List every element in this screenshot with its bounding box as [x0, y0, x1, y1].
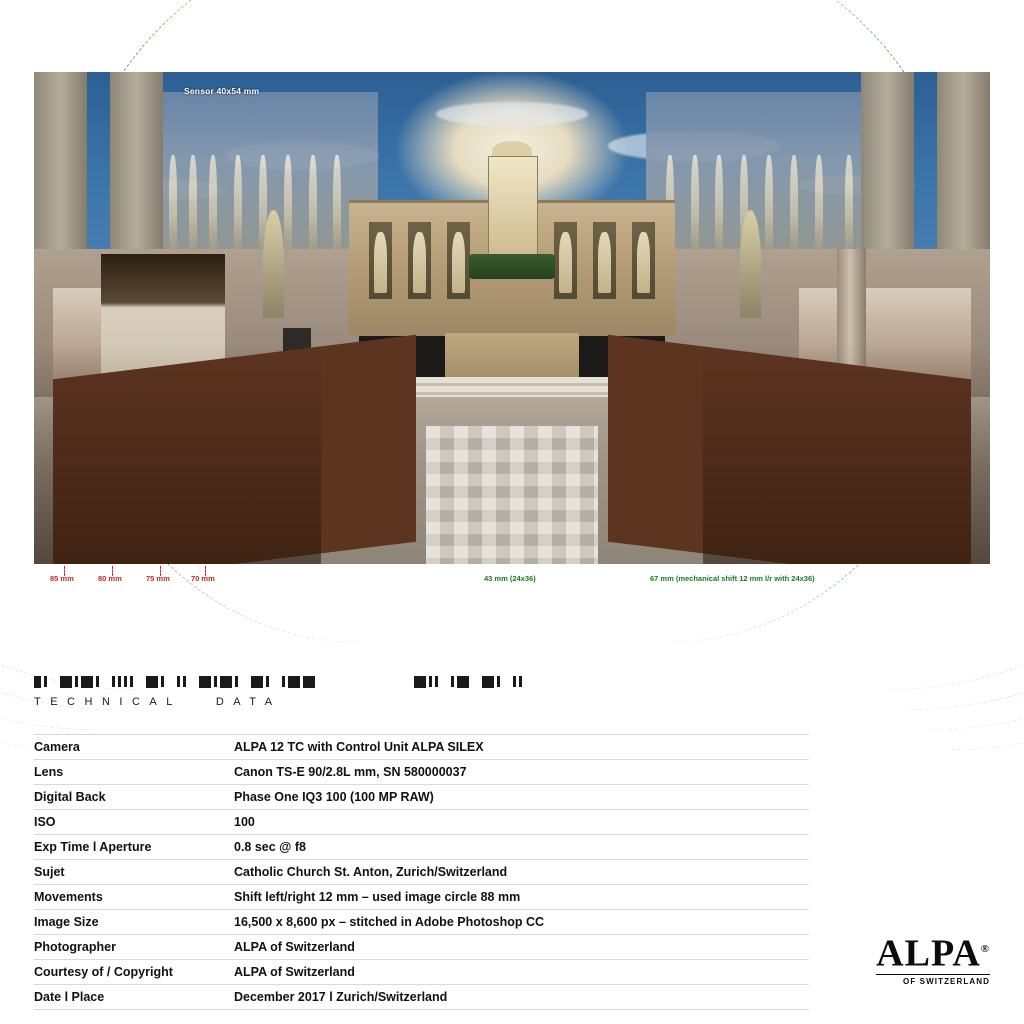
focal-label-85mm: 85 mm [50, 574, 74, 583]
heading-blocks-technical [34, 676, 315, 688]
spec-key: Photographer [34, 940, 116, 954]
spec-key: Lens [34, 765, 64, 779]
logo-subtitle: OF SWITZERLAND [876, 974, 990, 986]
logo-word-text: ALPA [876, 933, 981, 975]
table-row [34, 935, 809, 960]
logo-wordmark [876, 930, 990, 973]
spec-key: Movements [34, 890, 103, 904]
spec-value: ALPA of Switzerland [234, 965, 355, 979]
technical-data-table [34, 734, 809, 1010]
table-row [34, 960, 809, 985]
spec-value: 16,500 x 8,600 px – stitched in Adobe Photoshop CC [234, 915, 545, 929]
fresco-figure [845, 155, 853, 252]
spec-key: Date l Place [34, 990, 105, 1004]
spec-key: Sujet [34, 865, 65, 879]
focal-label-43mm-center: 43 mm (24x36) [484, 574, 536, 583]
spec-value: Canon TS-E 90/2.8L mm, SN 580000037 [234, 765, 467, 779]
sample-photograph [34, 72, 990, 564]
technical-data-heading [34, 676, 554, 716]
table-row [34, 835, 809, 860]
heading-letters [34, 696, 282, 708]
spec-value: ALPA 12 TC with Control Unit ALPA SILEX [234, 740, 484, 754]
heading-word-technical: TECHNICAL [34, 696, 182, 708]
table-row [34, 810, 809, 835]
table-row [34, 910, 809, 935]
table-row [34, 760, 809, 785]
focal-label-67mm-shift: 67 mm (mechanical shift 12 mm l/r with 24x36) [650, 574, 815, 583]
spec-value: ALPA of Switzerland [234, 940, 355, 954]
spec-key: Digital Back [34, 790, 106, 804]
spec-value: 0.8 sec @ f8 [234, 840, 306, 854]
heading-blocks-data [414, 676, 522, 688]
table-row [34, 860, 809, 885]
registered-trademark-icon: ® [980, 943, 990, 956]
sensor-frame-marker [182, 82, 844, 556]
table-row [34, 985, 809, 1010]
spec-key: Camera [34, 740, 80, 754]
spec-value: 100 [234, 815, 255, 829]
spec-value: Catholic Church St. Anton, Zurich/Switzerland [234, 865, 508, 879]
alpa-logo [876, 930, 990, 986]
focal-label-80mm: 80 mm [98, 574, 122, 583]
table-row [34, 885, 809, 910]
spec-key: ISO [34, 815, 56, 829]
spec-key: Courtesy of / Copyright [34, 965, 173, 979]
focal-label-75mm: 75 mm [146, 574, 170, 583]
table-row [34, 785, 809, 810]
spec-value: Phase One IQ3 100 (100 MP RAW) [234, 790, 434, 804]
spec-key: Exp Time l Aperture [34, 840, 152, 854]
heading-word-data: DATA [215, 696, 282, 708]
spec-key: Image Size [34, 915, 99, 929]
focal-label-70mm: 70 mm [191, 574, 215, 583]
table-row [34, 735, 809, 760]
fresco-figure [169, 155, 177, 252]
spec-value: Shift left/right 12 mm – used image circle 88 mm [234, 890, 521, 904]
spec-value: December 2017 l Zurich/Switzerland [234, 990, 448, 1004]
sensor-size-label: Sensor 40x54 mm [184, 86, 260, 96]
